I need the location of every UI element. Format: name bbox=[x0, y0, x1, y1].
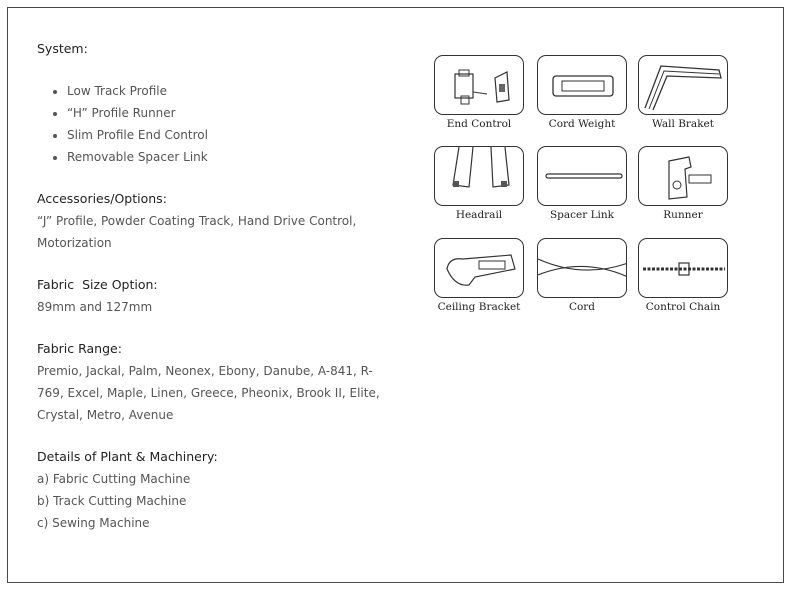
plant-item: c) Sewing Machine bbox=[37, 516, 150, 530]
cord-weight-icon bbox=[537, 55, 627, 115]
component-diagram-grid bbox=[434, 55, 734, 320]
fabric-size-section bbox=[37, 274, 387, 318]
component-label: Spacer Link bbox=[549, 209, 615, 221]
list-item: • Slim Profile End Control bbox=[67, 124, 387, 146]
fabric-range-section bbox=[37, 338, 387, 426]
control-chain-icon bbox=[638, 238, 728, 298]
component-label: Headrail bbox=[455, 209, 503, 221]
fabric-size-text: 89mm and 127mm bbox=[37, 300, 153, 314]
component-wall-bracket bbox=[638, 55, 730, 143]
system-list bbox=[37, 80, 387, 168]
list-item: • Low Track Profile bbox=[67, 80, 387, 102]
wall-bracket-icon bbox=[638, 55, 728, 115]
component-label: Cord Weight bbox=[548, 118, 616, 130]
component-runner bbox=[638, 146, 730, 234]
component-cord bbox=[537, 238, 629, 326]
component-label: Cord bbox=[568, 301, 596, 313]
component-cord-weight bbox=[537, 55, 629, 143]
headrail-icon bbox=[434, 146, 524, 206]
cord-icon bbox=[537, 238, 627, 298]
fabric-range-heading: Fabric Range: bbox=[37, 341, 122, 356]
component-label: Control Chain bbox=[645, 301, 721, 313]
component-control-chain bbox=[638, 238, 730, 326]
component-label: Runner bbox=[663, 209, 703, 221]
system-heading: System: bbox=[37, 41, 88, 56]
runner-icon bbox=[638, 146, 728, 206]
accessories-heading: Accessories/Options: bbox=[37, 191, 167, 206]
plant-item: b) Track Cutting Machine bbox=[37, 494, 187, 508]
system-section bbox=[37, 38, 387, 168]
list-item: • Removable Spacer Link bbox=[67, 146, 387, 168]
spacer-link-icon bbox=[537, 146, 627, 206]
ceiling-bracket-icon bbox=[434, 238, 524, 298]
fabric-range-text: Premio, Jackal, Palm, Neonex, Ebony, Danube, A-841, R-769, Excel, Maple, Linen, Greece, Pheonix, Brook II, Elite, Crystal, Metro, Avenue bbox=[37, 364, 380, 422]
component-ceiling-bracket bbox=[434, 238, 526, 326]
accessories-section bbox=[37, 188, 387, 254]
accessories-text: “J” Profile, Powder Coating Track, Hand Drive Control, Motorization bbox=[37, 214, 357, 250]
component-headrail bbox=[434, 146, 526, 234]
list-item: • “H” Profile Runner bbox=[67, 102, 387, 124]
component-label: Wall Braket bbox=[652, 118, 714, 130]
component-label: End Control bbox=[446, 118, 512, 130]
component-label: Ceiling Bracket bbox=[437, 301, 521, 313]
component-spacer-link bbox=[537, 146, 629, 234]
spec-text-column bbox=[37, 38, 387, 554]
component-end-control bbox=[434, 55, 526, 143]
plant-section bbox=[37, 446, 387, 534]
plant-item: a) Fabric Cutting Machine bbox=[37, 472, 191, 486]
fabric-size-heading: Fabric Size Option: bbox=[37, 277, 158, 292]
end-control-icon bbox=[434, 55, 524, 115]
plant-heading: Details of Plant & Machinery: bbox=[37, 449, 218, 464]
